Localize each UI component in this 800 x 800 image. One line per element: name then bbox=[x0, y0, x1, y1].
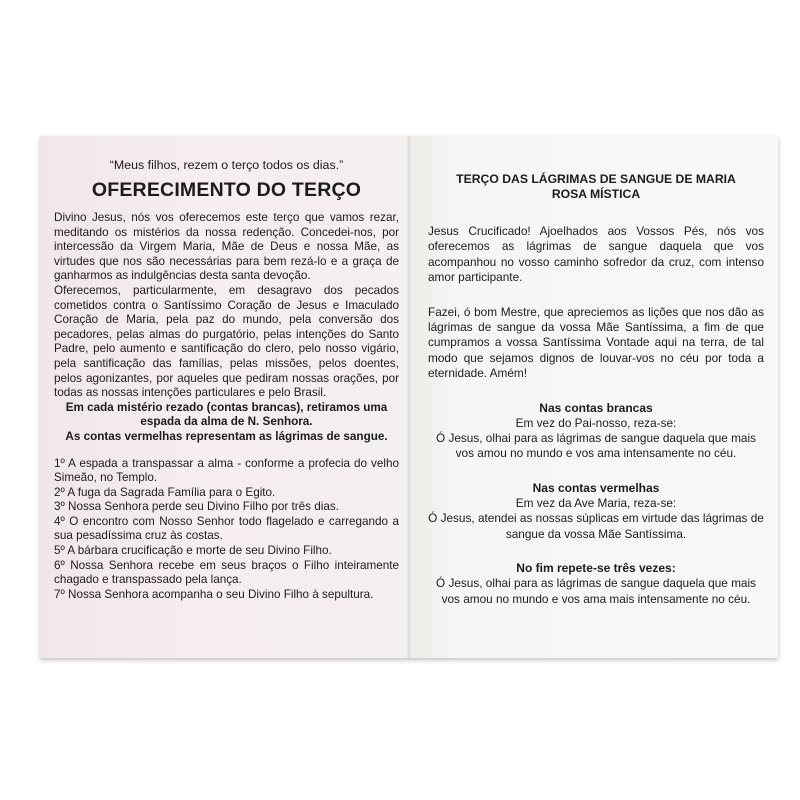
sorrow-item: 1º A espada a transpassar a alma - conforme a profecia do velho Simeão, no Templo. bbox=[54, 456, 399, 485]
leaflet-spread bbox=[40, 136, 778, 658]
sorrow-item: 4º O encontro com Nosso Senhor todo flagelado e carregando a sua pesadíssima cruz às costas. bbox=[54, 514, 399, 543]
white-beads-instruction: Em vez do Pai-nosso, reza-se: bbox=[515, 415, 677, 430]
red-beads-instruction: Em vez da Ave Maria, reza-se: bbox=[515, 495, 677, 510]
closing-prayer: Ó Jesus, olhai para as lágrimas de sangue daquela que mais vos amou no mundo e vos ama mais intensamente no céu. bbox=[435, 576, 757, 606]
mystery-note: Em cada mistério rezado (contas brancas), retiramos uma espada da alma de N. Senhora. bbox=[65, 400, 388, 429]
red-beads-heading: Nas contas vermelhas bbox=[532, 480, 660, 495]
offering-paragraph-1: Divino Jesus, nós vos oferecemos este terço que vamos rezar, meditando os mistérios da nossa redenção. Concedei-nos, por intercessão da Virgem Maria, Mãe de Deus e nossa Mãe, as virtudes que nos são necessárias para bem rezá-lo e a graça de ganharmos as indulgências desta santa devoção. bbox=[54, 211, 399, 283]
spacer bbox=[428, 382, 764, 401]
spacer bbox=[428, 542, 764, 561]
sorrow-item: 7º Nossa Senhora acompanha o seu Divino Filho à sepultura. bbox=[54, 587, 374, 601]
rosary-title-line-2: ROSA MÍSTICA bbox=[551, 187, 641, 201]
spacer bbox=[428, 462, 764, 481]
rosary-title-line-1: TERÇO DAS LÁGRIMAS DE SANGUE DE MARIA bbox=[456, 172, 736, 186]
sorrow-item: 2º A fuga da Sagrada Família para o Egito. bbox=[54, 485, 276, 499]
offering-paragraph-2: Oferecemos, particularmente, em desagravo dos pecados cometidos contra o Santíssimo Coração de Jesus e Imaculado Coração de Maria, pela paz do mundo, pela conversão dos pecadores, pelas almas do purgatório, pelas intenções do Santo Padre, pelo aumento e santificação do clero, pelo nosso vigário, pela santificação das famílias, pelas missões, pelos doentes, pelos agonizantes, por aqueles que pediram nossas orações, por todas as nossas intenções particulares e pelo Brasil. bbox=[54, 283, 399, 400]
left-page bbox=[40, 136, 408, 658]
opening-prayer-2: Fazei, ó bom Mestre, que apreciemos as lições que nos dão as lágrimas de sangue da vossa Mãe Santíssima, a fim de que cumpramos a vossa Santíssima Vontade aqui na terra, de tal modo que sejamos dignos de louvar-vos no céu por toda a eternidade. Amém! bbox=[428, 304, 764, 381]
sorrow-item: 3º Nossa Senhora perde seu Divino Filho por três dias. bbox=[54, 500, 339, 514]
page-quote: “Meus filhos, rezem o terço todos os dias.” bbox=[109, 158, 344, 172]
red-beads-prayer: Ó Jesus, atendei as nossas súplicas em virtude das lágrimas de sangue da vossa Mãe Santíssima. bbox=[428, 511, 764, 541]
rosary-title bbox=[428, 172, 764, 202]
red-beads-note: As contas vermelhas representam as lágrimas de sangue. bbox=[65, 429, 388, 443]
white-beads-heading: Nas contas brancas bbox=[539, 400, 653, 415]
sorrows-list bbox=[54, 457, 399, 603]
right-page bbox=[410, 136, 778, 658]
closing-heading: No fim repete-se três vezes: bbox=[516, 561, 676, 576]
sorrow-item: 5º A bárbara crucificação e morte de seu Divino Filho. bbox=[54, 544, 332, 558]
spacer bbox=[54, 445, 399, 457]
white-beads-prayer: Ó Jesus, olhai para as lágrimas de sangue daquela que mais vos amou no mundo e vos ama intensamente no céu. bbox=[435, 431, 757, 461]
page-title: OFERECIMENTO DO TERÇO bbox=[91, 179, 362, 201]
spacer bbox=[428, 286, 764, 305]
opening-prayer-1: Jesus Crucificado! Ajoelhados aos Vossos Pés, nós vos oferecemos as lágrimas de sangue daquela que vos acompanhou no vosso caminho sofredor da cruz, com intenso amor participante. bbox=[428, 224, 764, 285]
sorrow-item: 6º Nossa Senhora recebe em seus braços o Filho inteiramente chagado e transpassado pela lança. bbox=[54, 558, 399, 587]
